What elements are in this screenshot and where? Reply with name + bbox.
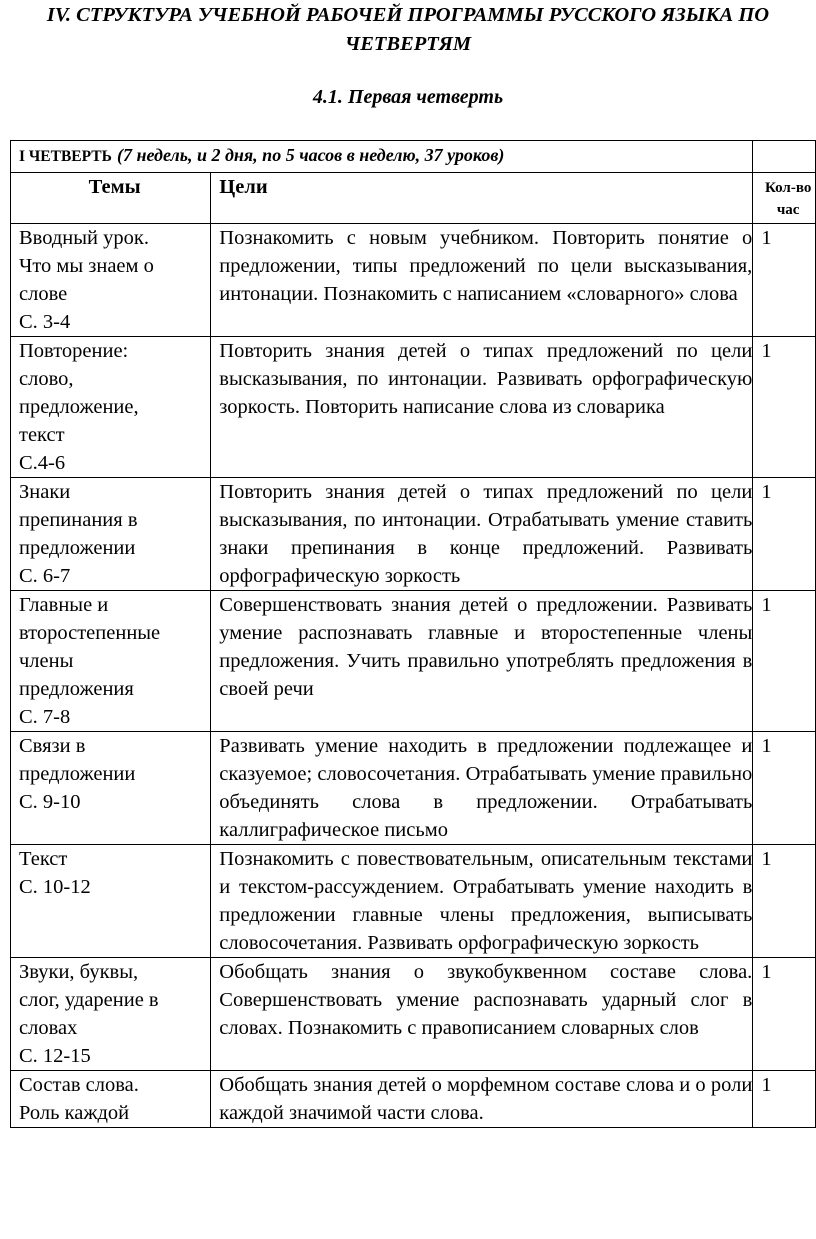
goal-cell: Повторить знания детей о типах предложений по цели высказывания, по интонации. Отрабатывать умение ставить знаки препинания в конце предложений. Развивать орфографическую зоркость	[211, 478, 753, 591]
quarter-empty-cell	[753, 141, 816, 173]
hours-cell: 1	[753, 1071, 816, 1128]
quarter-cell	[11, 141, 753, 173]
topic-cell	[11, 845, 211, 958]
header-row	[11, 173, 816, 224]
quarter-label: I ЧЕТВЕРТЬ	[19, 148, 112, 165]
topic-line: слово,	[19, 368, 74, 390]
topic-line: словах	[19, 1017, 78, 1039]
goal-cell: Обобщать знания детей о морфемном составе слова и о роли каждой значимой части слова.	[211, 1071, 753, 1128]
goal-cell: Познакомить с новым учебником. Повторить понятие о предложении, типы предложений по цели высказывания, интонации. Познакомить с написанием «словарного» слова	[211, 224, 753, 337]
topic-line: С. 9-10	[19, 791, 81, 813]
hours-cell: 1	[753, 845, 816, 958]
document-subtitle: 4.1. Первая четверть	[312, 86, 504, 108]
table-row	[11, 1071, 816, 1128]
hours-cell: 1	[753, 224, 816, 337]
topic-line: предложении	[19, 537, 136, 559]
goal-cell: Совершенствовать знания детей о предложении. Развивать умение распознавать главные и второстепенные члены предложения. Учить правильно употреблять предложения в своей речи	[211, 591, 753, 732]
header-topic: Темы	[11, 173, 211, 224]
topic-line: текст	[19, 424, 65, 446]
topic-cell	[11, 732, 211, 845]
topic-cell	[11, 478, 211, 591]
topic-line: С. 10-12	[19, 876, 91, 898]
topic-line: Повторение:	[19, 340, 129, 362]
topic-line: Состав слова.	[19, 1074, 139, 1096]
topic-cell	[11, 958, 211, 1071]
program-table	[10, 140, 816, 1128]
topic-line: предложения	[19, 678, 134, 700]
topic-line: слове	[19, 283, 68, 305]
topic-line: Роль каждой	[19, 1102, 130, 1124]
topic-line: препинания в	[19, 509, 138, 531]
header-goal: Цели	[211, 173, 753, 224]
header-hours: Кол-во час	[753, 173, 816, 224]
table-row	[11, 224, 816, 337]
table-row	[11, 845, 816, 958]
topic-line: Вводный урок.	[19, 227, 149, 249]
topic-line: Звуки, буквы,	[19, 961, 139, 983]
table-row	[11, 958, 816, 1071]
topic-cell	[11, 591, 211, 732]
topic-cell	[11, 337, 211, 478]
topic-line: члены	[19, 650, 74, 672]
hours-cell: 1	[753, 478, 816, 591]
table-row	[11, 478, 816, 591]
goal-cell: Повторить знания детей о типах предложений по цели высказывания, по интонации. Развивать орфографическую зоркость. Повторить написание слова из словарика	[211, 337, 753, 478]
topic-line: предложении	[19, 763, 136, 785]
table-row	[11, 591, 816, 732]
topic-line: предложение,	[19, 396, 139, 418]
hours-cell: 1	[753, 732, 816, 845]
topic-cell	[11, 224, 211, 337]
topic-line: слог, ударение в	[19, 989, 159, 1011]
topic-line: второстепенные	[19, 622, 161, 644]
goal-cell: Познакомить с повествовательным, описательным текстами и текстом-рассуждением. Отрабатывать умение находить в предложении главные члены предложения, выписывать словосочетания. Развивать орфографическую зоркость	[211, 845, 753, 958]
topic-line: С. 3-4	[19, 311, 71, 333]
quarter-info: (7 недель, и 2 дня, по 5 часов в неделю, 37 уроков)	[117, 145, 505, 165]
topic-line: Связи в	[19, 735, 86, 757]
topic-line: С. 7-8	[19, 706, 71, 728]
document-title: IV. СТРУКТУРА УЧЕБНОЙ РАБОЧЕЙ ПРОГРАММЫ РУССКОГО ЯЗЫКА ПО ЧЕТВЕРТЯМ	[46, 4, 770, 55]
topic-line: Главные и	[19, 594, 109, 616]
goal-cell: Развивать умение находить в предложении подлежащее и сказуемое; словосочетания. Отрабатывать умение правильно объединять слова в предложении. Отрабатывать каллиграфическое письмо	[211, 732, 753, 845]
table-row	[11, 337, 816, 478]
topic-line: Что мы знаем о	[19, 255, 154, 277]
hours-cell: 1	[753, 591, 816, 732]
hours-cell: 1	[753, 958, 816, 1071]
topic-line: Текст	[19, 848, 68, 870]
topic-cell	[11, 1071, 211, 1128]
topic-line: С. 12-15	[19, 1045, 91, 1067]
quarter-row	[11, 141, 816, 173]
table-row	[11, 732, 816, 845]
topic-line: Знаки	[19, 481, 71, 503]
topic-line: С. 6-7	[19, 565, 71, 587]
topic-line: С.4-6	[19, 452, 66, 474]
hours-cell: 1	[753, 337, 816, 478]
goal-cell: Обобщать знания о звукобуквенном составе слова. Совершенствовать умение распознавать ударный слог в словах. Познакомить с правописанием словарных слов	[211, 958, 753, 1071]
